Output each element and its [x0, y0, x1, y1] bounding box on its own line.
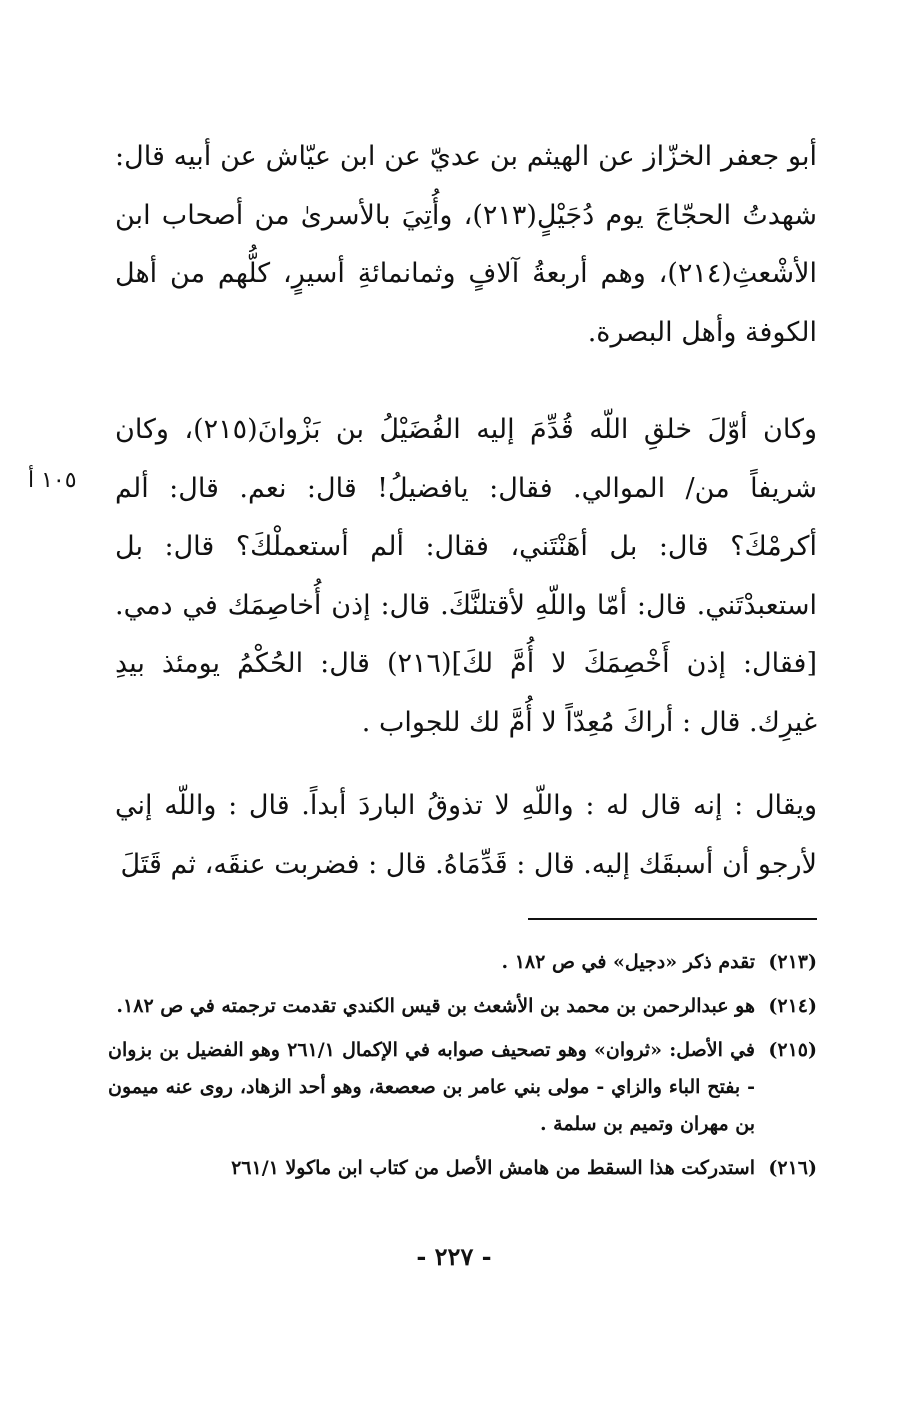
paragraph-2: [115, 401, 817, 752]
footnote-213: [108, 944, 817, 981]
footnote-number: (٢١٣): [768, 951, 817, 973]
footnote-number: (٢١٥): [768, 1039, 817, 1061]
manuscript-folio-marker: ١٠٥ أ: [28, 468, 77, 493]
footnote-215: [108, 1032, 817, 1143]
footnote-214: [108, 988, 817, 1025]
footnotes: [108, 944, 817, 1194]
paragraph-text: وكان أوّلَ خلقِ اللّه قُدِّمَ إليه الفُضَيْلُ بن بَزْوانَ(٢١٥)، وكان شريفاً من/ الموالي. فقال: يافضيلُ! قال: نعم. قال: ألم أكرمْكَ؟ قال: بل أهَنْتَني، فقال: ألم أستعملْكَ؟ قال: بل استعبدْتَني. قال: أمّا واللّهِ لأقتلنَّكَ. قال: إذن أُخاصِمَك في دمي. [فقال: إذن أَخْصِمَكَ لا أُمَّ لكَ](٢١٦) قال: الحُكْمُ يومئذ بيدِ غيرِك. قال : أراكَ مُعِدّاً لا أُمَّ لك للجواب .: [115, 414, 817, 738]
paragraph-1: [115, 128, 817, 362]
paragraph-3: [115, 777, 817, 894]
paragraph-text: أبو جعفر الخزّاز عن الهيثم بن عديّ عن ابن عيّاش عن أبيه قال: شهدتُ الحجّاجَ يوم دُجَيْلٍ(٢١٣)، وأُتِيَ بالأسرىٰ من أصحاب ابن الأشْعثِ(٢١٤)، وهم أربعةُ آلافٍ وثمانمائةِ أسيرٍ، كلُّهم من أهل الكوفة وأهل البصرة.: [115, 141, 817, 348]
footnote-text: في الأصل: «ثروان» وهو تصحيف صوابه في الإكمال ٢٦١/١ وهو الفضيل بن بزوان - بفتح الباء والزاي - مولى بني عامر بن صعصعة، وهو أحد الزهاد، روى عنه ميمون بن مهران وتميم بن سلمة .: [108, 1039, 755, 1135]
footnote-text: هو عبدالرحمن بن محمد بن الأشعث بن قيس الكندي تقدمت ترجمته في ص ١٨٢.: [116, 995, 755, 1017]
paragraph-text: ويقال : إنه قال له : واللّهِ لا تذوقُ الباردَ أبداً. قال : واللّه إني لأرجو أن أسبقَك إليه. قال : قَدِّمَاهُ. قال : فضربت عنقَه، ثم قَتَلَ: [115, 790, 817, 880]
footnote-number: (٢١٤): [768, 995, 817, 1017]
footnote-text: استدركت هذا السقط من هامش الأصل من كتاب ابن ماكولا ٢٦١/١: [231, 1157, 755, 1179]
page-number: - ٢٢٧ -: [416, 1242, 492, 1271]
footnote-216: [108, 1150, 817, 1187]
footnote-text: تقدم ذكر «دجيل» في ص ١٨٢ .: [501, 951, 755, 973]
footnote-number: (٢١٦): [768, 1157, 817, 1179]
footnote-separator: [528, 918, 817, 920]
